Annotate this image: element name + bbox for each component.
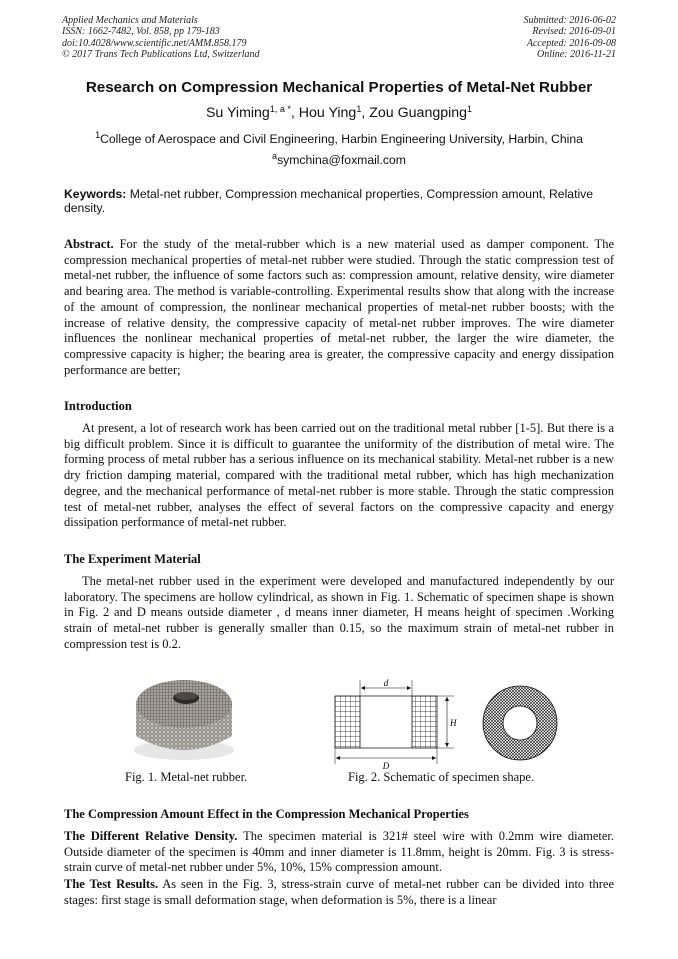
dimension-label-H: H (450, 718, 457, 728)
submitted-date: Submitted: 2016-06-02 (523, 15, 616, 26)
accepted-date: Accepted: 2016-09-08 (526, 37, 616, 49)
introduction-heading: Introduction (64, 399, 132, 413)
keywords (64, 187, 614, 215)
compression-section-heading: The Compression Amount Effect in the Compression Mechanical Properties (64, 807, 469, 821)
copyright: © 2017 Trans Tech Publications Ltd, Switzerland (62, 48, 260, 60)
author-list: Su Yiming$^{1, a *}$, Hou Ying$^1$, Zou Guangping$^1$ (205, 104, 473, 121)
affiliation-text: College of Aerospace and Civil Engineering, Harbin Engineering University, Harbin, China (100, 132, 583, 146)
paper-title: Research on Compression Mechanical Properties of Metal-Net Rubber (85, 79, 593, 96)
metal-net-rubber-photo (128, 664, 238, 764)
abstract-label: Abstract. (64, 237, 114, 251)
affiliation (0, 132, 678, 146)
journal-name: Applied Mechanics and Materials (62, 15, 198, 26)
section-wall-left (335, 696, 360, 748)
author-sup: 1 (467, 104, 473, 114)
experiment-material-heading: The Experiment Material (64, 552, 201, 566)
author-sup: 1 (356, 104, 362, 114)
figure-2-caption: Fig. 2. Schematic of specimen shape. (348, 770, 535, 784)
dimension-label-d: d (383, 678, 389, 688)
email (0, 153, 678, 167)
test-results-text: As seen in the Fig. 3, stress-strain curve of metal-net rubber can be divided into three stages: first stage is small deformation stage, when deformation is 5%, there is a linear (64, 877, 615, 907)
email-sup: a (272, 151, 278, 161)
relative-density-text: The specimen material is 321# steel wire with 0.2mm wire diameter. Outside diameter of the specimen is 40mm and inner diameter is 11.8mm, height is 20mm. Fig. 3 is stress-strain curve of metal-net rubber under 5%, 10%, 15% compression amount. (64, 829, 615, 875)
relative-density-label: The Different Relative Density. (64, 829, 238, 843)
author-name: Hou Ying (298, 105, 357, 121)
section-wall-right (412, 696, 437, 748)
affiliation-sup: 1 (95, 130, 101, 140)
dimension-label-D: D (382, 761, 390, 770)
author-name: Su Yiming (205, 105, 270, 121)
relative-density-paragraph (64, 829, 614, 876)
abstract (64, 237, 614, 378)
experiment-material-text: The metal-net rubber used in the experiment were developed and manufactured independently by our laboratory. The specimens are hollow cylindrical, as shown in Fig. 1. Schematic of specimen shape is shown in Fig. 2 and D means outside diameter , d means inner diameter, H means height of specimen .Working strain of metal-net rubber is generally smaller than 0.15, so the maximum strain of metal-net rubber in compression test is 0.2. (64, 574, 614, 651)
online-date: Online: 2016-11-21 (537, 48, 616, 60)
issn: ISSN: 1662-7482, Vol. 858, pp 179-183 (62, 26, 220, 38)
author-name: Zou Guangping (369, 105, 468, 121)
test-results-paragraph (64, 877, 614, 908)
revised-date: Revised: 2016-09-01 (532, 26, 616, 38)
email-address[interactable]: symchina@foxmail.com (277, 153, 406, 167)
author-sup: 1, a * (269, 104, 291, 114)
doi: doi:10.4028/www.scientific.net/AMM.858.179 (62, 37, 247, 49)
introduction-text: At present, a lot of research work has been carried out on the traditional metal rubber [1-5]. But there is a big difficult problem. Since it is difficult to guarantee the uniformity of the distribution of metal wire. The forming process of metal rubber has a serious influence on its mechanical stability. Metal-net rubber is a new dry friction damping material, compared with the traditional metal rubber, which has high mechanization degree, and the mechanical performance of metal-net rubber is more stable. Through the static compression test of metal-net rubber, analyses the effect of several factors on the compressive capacity and energy dissipation performance of metal-net rubber. (64, 421, 614, 530)
figure-1-caption: Fig. 1. Metal-net rubber. (125, 770, 248, 784)
specimen-schematic (330, 676, 560, 770)
test-results-label: The Test Results. (64, 877, 159, 891)
journal-info (62, 15, 260, 60)
dates-info (524, 15, 617, 60)
abstract-text: For the study of the metal-rubber which is a new material used as damper component. The compression mechanical properties of metal-net rubber were studied. Through the static compression test of metal-net rubber, the influence of some factors such as: compression amount, relative density, wire diameter and bearing area. The method is variable-controlling. Experimental results show that along with the increase of the amount of compression, the nonlinear mechanical properties of metal-net rubber boosts; with the increase of relative density, the compressive capacity of metal-net rubber improves. The wire diameter influences the nonlinear mechanical properties of metal-net rubber, the larger the wire diameter, the compressive capacity is higher; the bearing area is greater, the compressive capacity and energy dissipation performance are better; (64, 237, 614, 377)
keywords-label: Keywords: (64, 187, 127, 201)
keywords-text: Metal-net rubber, Compression mechanical properties, Compression amount, Relative density. (64, 187, 594, 215)
